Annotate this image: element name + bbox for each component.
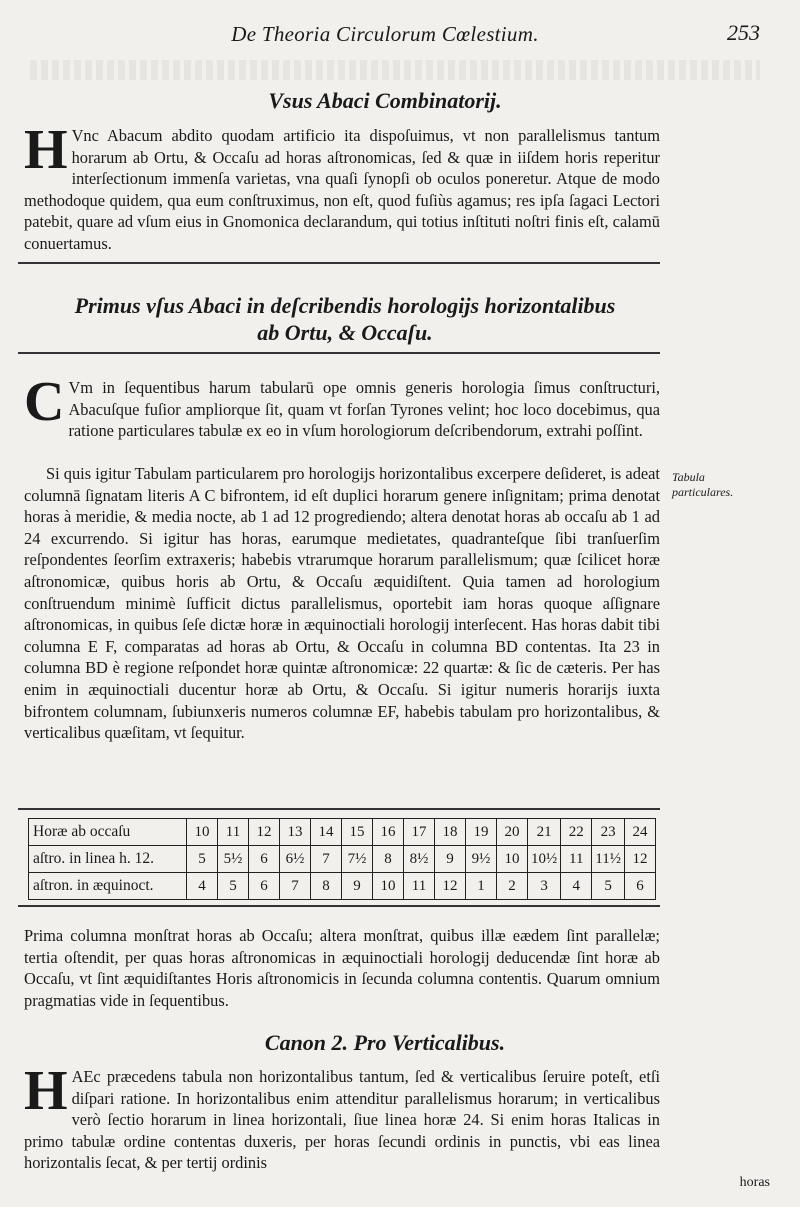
table-cell: 17 [404,819,435,846]
table-cell: 5½ [218,846,249,873]
table-row [29,819,656,846]
table-cell: 1 [466,873,497,900]
paragraph-text: AEc præcedens tabula non horizontalibus tantum, ſed & verticalibus ſeruire poteſt, etſi diſpari ratione. In horizontalibus enim attenditur parallelismus horarum; in verticalibus verò ſectio horarum in linea horizontali, ſiue linea horæ 24. Si enim horas Italicas in primo tabulæ ordine contentas duxeris, per horas ſecundi ordinis in punctis, vbi eas linea horizontalis ſecat, & per tertij ordinis [24,1067,660,1173]
table-cell: 11 [561,846,592,873]
table-cell: 16 [373,819,404,846]
paragraph-text: Prima columna monſtrat horas ab Occaſu; altera monſtrat, quibus illæ eædem ſint parallelæ; tertia oſtendit, per quas horas aſtronomicas in æquinoctiali horologij deducendæ ſint horæ ab Occaſu, vt ſint æquidiſtantes Horis aſtronomicis in ſecunda columna contentis. Quarum omnium pragmatias vide in ſequentibus. [24,926,660,1010]
table-cell: 6 [624,873,655,900]
drop-cap: C [24,371,65,433]
section-title-primus-usus: Primus vſus Abaci in deſcribendis horologijs horizontalibus [74,293,616,318]
table-cell: 10½ [528,846,561,873]
table-cell: 13 [280,819,311,846]
paragraph-text: Vnc Abacum abdito quodam artificio ita dispoſuimus, vt non parallelismus tantum horarum ab Ortu, & Occaſu ad horas aſtronomicas, ſed & quæ in iiſdem horis reperitur interſectionum immenſa varietas, vna quaſi ſynopſi ob oculos poneretur. Atque de modo methodoque quidem, qua eum conſtruximus, non eſt, quod fuſiùs agamus; res ipſa ſagaci Lectori patebit, quare ad vſum eius in Gnomonica declarandum, qui totius inſtituti noſtri finis eſt, calamū conuertamus. [24,126,660,253]
table-cell: 2 [497,873,528,900]
drop-cap: H [24,119,68,181]
section-title-primus-usus-line2: ab Ortu, & Occaſu. [257,320,433,345]
table-cell: 10 [497,846,528,873]
table-cell: 12 [249,819,280,846]
table-row [29,846,656,873]
row-label: Horæ ab occaſu [29,819,187,846]
table-cell: 8 [311,873,342,900]
bleed-through-text [30,60,760,80]
table-cell: 10 [373,873,404,900]
table-cell: 12 [435,873,466,900]
table-cell: 22 [561,819,592,846]
paragraph-cum-in-sequentibus [24,371,660,442]
table-cell: 5 [218,873,249,900]
section-title-canon-2: Canon 2. Pro Verticalibus. [264,1030,506,1055]
table-cell: 15 [342,819,373,846]
margin-note: Tabula particulares. [672,470,734,499]
table-cell: 11½ [592,846,625,873]
hours-table [28,818,656,900]
table-row [29,873,656,900]
paragraph-si-quis-igitur [24,463,660,744]
table-cell: 8 [373,846,404,873]
table-cell: 5 [187,846,218,873]
paragraph-haec-praecedens [24,1060,660,1174]
table-cell: 6 [249,873,280,900]
paragraph-prima-columna [24,925,660,1011]
table-cell: 12 [624,846,655,873]
divider-line [18,905,660,907]
table-cell: 9½ [466,846,497,873]
table-cell: 6½ [280,846,311,873]
table-cell: 9 [342,873,373,900]
table-cell: 7 [280,873,311,900]
divider-line [18,262,660,264]
paragraph-text: Vm in ſequentibus harum tabularū ope omnis generis horologia ſimus conſtructuri, Abacuſque fuſior ampliorque ſit, quam vt forſan Tyrones velint; hoc loco docebimus, qua ratione particulares tabulæ ex eo in vſum horologiorum deſcribendorum, extrahi poſſint. [68,378,660,441]
divider-line [18,808,660,810]
paragraph-usus-abaci [24,119,660,255]
drop-cap: H [24,1060,68,1122]
table-cell: 23 [592,819,625,846]
table-cell: 4 [187,873,218,900]
row-label: aſtron. in æquinoct. [29,873,187,900]
table-cell: 7 [311,846,342,873]
table-cell: 18 [435,819,466,846]
paragraph-text: Si quis igitur Tabulam particularem pro horologijs horizontalibus excerpere deſideret, is adeat columnā ſignatam literis A C bifrontem, id eſt duplici horarum genere inſignitam; prima denotat horas à meridie, & media nocte, ab 1 ad 12 progrediendo; altera denotat horas ab occaſu ab 1 ad 24 excurrendo. Si igitur has horas, earumque medietates, quadranteſque ſibi tranſuerſim reſpondentes ſeorſim extraxeris; habebis vtrarumque horarum parallelismum; quæ ſcilicet horæ aſtronomicæ, quibus horis ab Ortu, & Occaſu æquidiſtent. Quia tamen ad horologium conſtruendum minimè ſufficit dictus parallelismus, oportebit iam horas quoque aſſignare aſtronomicas, in quibus ſeſe dictæ horæ in æquinoctiali horologij interſecent. Has horas dabit tibi columna E F, comparatas ad horas ab Ortu, & Occaſu in columna BD contentas. Ita 23 in columna BD è regione reſpondet horæ quintæ aſtronomicæ: 22 quartæ: & ſic de cæteris. Per has enim in æquinoctiali ducentur horæ ab Ortu, & Occaſu. Si igitur numeris horarijs iuxta bifrontem columnam, ſubiunxeris numeros columnæ EF, habebis tabulam pro horizontalibus, & verticalibus quæſitam, vt ſequitur. [24,464,660,743]
table-cell: 24 [624,819,655,846]
page-number: 253 [727,20,760,45]
table-cell: 4 [561,873,592,900]
row-label: aſtro. in linea h. 12. [29,846,187,873]
table-cell: 9 [435,846,466,873]
table-cell: 7½ [342,846,373,873]
table-cell: 6 [249,846,280,873]
table-cell: 5 [592,873,625,900]
divider-line [18,352,660,354]
table-cell: 8½ [404,846,435,873]
table-cell: 11 [218,819,249,846]
table-cell: 21 [528,819,561,846]
table-cell: 20 [497,819,528,846]
table-cell: 11 [404,873,435,900]
catchword: horas [739,1175,770,1190]
running-title: De Theoria Circulorum Cœlestium. [231,22,539,46]
table-cell: 10 [187,819,218,846]
table-cell: 14 [311,819,342,846]
section-title-usus-abaci: Vsus Abaci Combinatorij. [268,88,502,113]
table-cell: 3 [528,873,561,900]
table-cell: 19 [466,819,497,846]
